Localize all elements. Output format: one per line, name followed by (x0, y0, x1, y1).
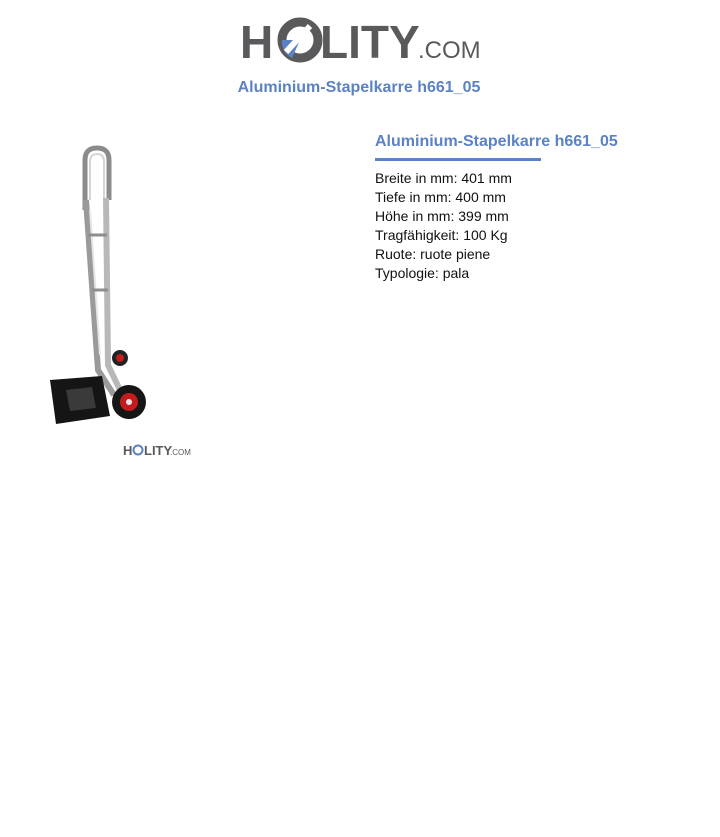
logo-letter-h: H (240, 16, 274, 68)
spec-height: Höhe in mm: 399 mm (375, 208, 509, 224)
svg-text:.COM: .COM (170, 448, 191, 457)
brand-logo (240, 12, 480, 68)
spec-width: Breite in mm: 401 mm (375, 170, 512, 186)
logo-word-lity: LITY (320, 16, 420, 68)
svg-text:LITY: LITY (144, 443, 173, 458)
brand-logo-graphic (240, 12, 480, 68)
title-underline (375, 158, 541, 161)
svg-text:H: H (123, 443, 133, 458)
product-title: Aluminium-Stapelkarre h661_05 (375, 133, 618, 150)
product-info (375, 132, 705, 283)
spec-depth: Tiefe in mm: 400 mm (375, 189, 506, 205)
spec-wheels: Ruote: ruote piene (375, 246, 491, 262)
product-image (40, 140, 200, 470)
logo-suffix: .COM (418, 37, 480, 64)
spec-type: Typologie: pala (375, 265, 470, 281)
logo-o-swoosh-icon (282, 22, 318, 58)
page-title: Aluminium-Stapelkarre h661_05 (237, 79, 481, 96)
watermark-logo (123, 442, 193, 458)
hand-truck-icon (40, 140, 200, 470)
spec-capacity: Tragfähigkeit: 100 Kg (375, 227, 508, 243)
